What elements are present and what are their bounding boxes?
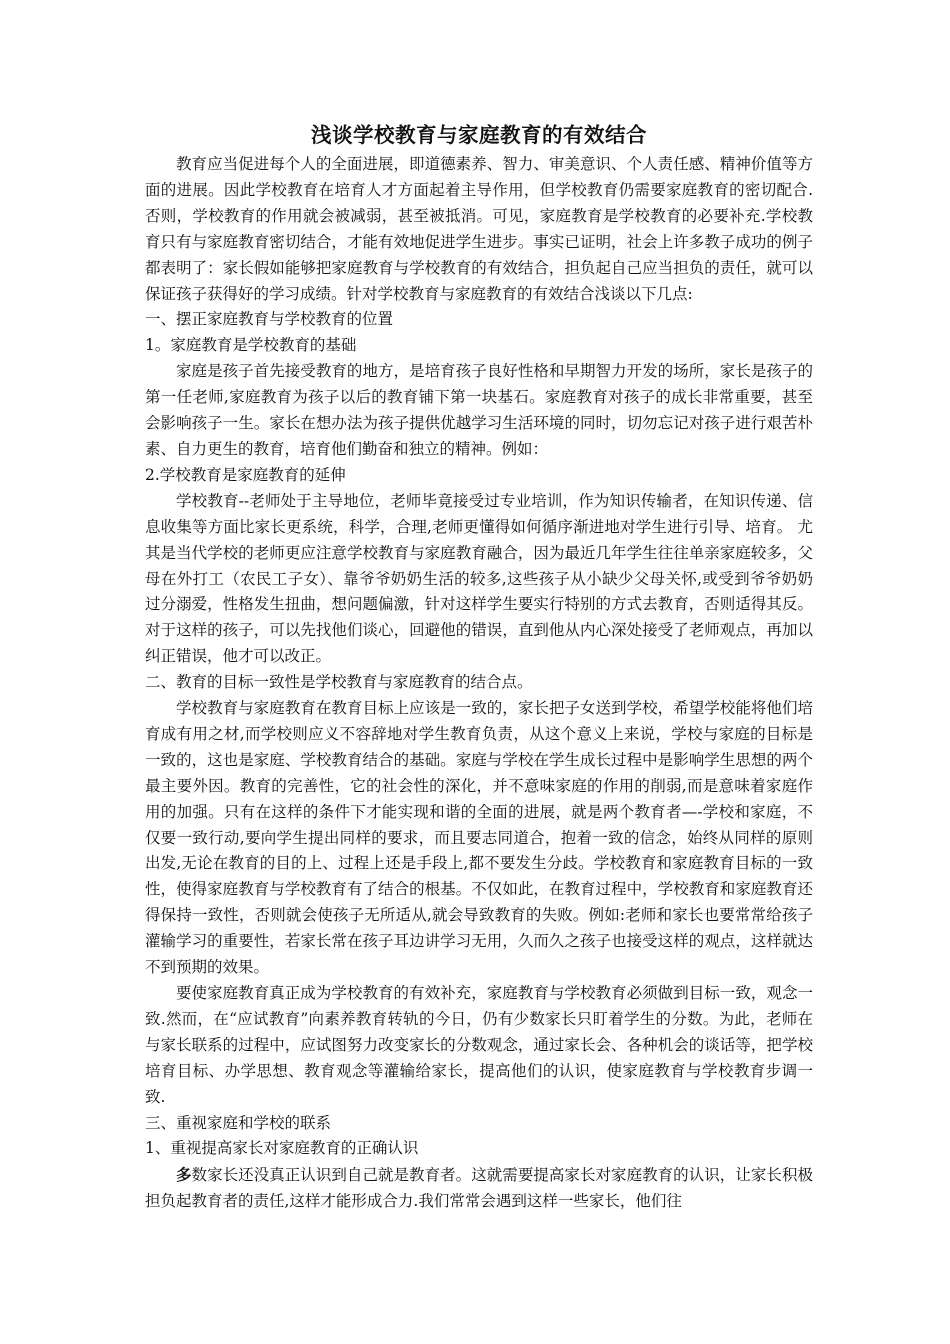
subsection-heading-3-1: 1、重视提高家长对家庭教育的正确认识 [145,1139,419,1158]
document-title: 浅谈学校教育与家庭教育的有效结合 [311,123,647,147]
paragraph-school-extension: 学校教育--老师处于主导地位，老师毕竟接受过专业培训，作为知识传输者，在知识传递、信息收集等方面比家长更系统，科学，合理,老师更懂得如何循序渐进地对学生进行引导、培育。 尤其是当代学校的老师更应注意学校教育与家庭教育融合，因为最近几年学生往往单亲家庭较多，父母在外打工（农民工子女）、靠爷爷奶奶生活的较多,这些孩子从小缺少父母关怀,或受到爷爷奶奶过分溺爱，性格发生扭曲，想问题偏激，针对这样学生要实行特别的方式去教育，否则适得其反。对于这样的孩子，可以先找他们谈心，回避他的错误，直到他从内心深处接受了老师观点，再加以纠正错误，他才可以改正。 [145,491,813,666]
subsection-heading-1-2: 2.学校教育是家庭教育的延伸 [145,465,346,484]
paragraph-goal-consistency: 学校教育与家庭教育在教育目标上应该是一致的，家长把子女送到学校，希望学校能将他们培育成有用之材,而学校则应义不容辞地对学生教育负责，从这个意义上来说，学校与家庭的目标是一致的，这也是家庭、学校教育结合的基础。家庭与学校在学生成长过程中是影响学生思想的两个最主要外因。教育的完善性，它的社会性的深化，并不意味家庭的作用的削弱,而是意味着家庭作用的加强。只有在这样的条件下才能实现和谐的全面的进展，就是两个教育者—-学校和家庭，不仅要一致行动,要向学生提出同样的要求，而且要志同道合，抱着一致的信念，始终从同样的原则出发,无论在教育的目的上、过程上还是手段上,都不要发生分歧。学校教育和家庭教育目标的一致性，使得家庭教育与学校教育有了结合的根基。不仅如此，在教育过程中，学校教育和家庭教育还得保持一致性，否则就会使孩子无所适从,就会导致教育的失败。例如:老师和家长也要常常给孩子灌输学习的重要性，若家长常在孩子耳边讲学习无用，久而久之孩子也接受这样的观点，这样就达不到预期的效果。 [145,699,813,977]
paragraph-family-foundation: 家庭是孩子首先接受教育的地方，是培育孩子良好性格和早期智力开发的场所，家长是孩子的第一任老师,家庭教育为孩子以后的教育铺下第一块基石。家庭教育对孩子的成长非常重要，甚至会影响孩子一生。家长在想办法为孩子提供优越学习生活环境的同时，切勿忘记对孩子进行艰苦朴素、自力更生的教育，培育他们勤奋和独立的精神。例如： [145,362,813,458]
paragraph-supplement: 要使家庭教育真正成为学校教育的有效补充，家庭教育与学校教育必须做到目标一致，观念一致.然而，在“应试教育”向素养教育转轨的今日，仍有少数家长只盯着学生的分数。为此，老师在与家长联系的过程中，应试图努力改变家长的分数观念，通过家长会、各种机会的谈话等，把学校培育目标、办学思想、教育观念等灌输给家长，提高他们的认识，使家庭教育与学校教育步调一致. [145,984,813,1106]
document-page [145,120,813,1215]
section-heading-3: 三、重视家庭和学校的联系 [145,1113,332,1132]
section-heading-1: 一、摆正家庭教育与学校教育的位置 [145,310,394,329]
subsection-heading-1-1: 1。家庭教育是学校教育的基础 [145,336,357,355]
section-heading-2: 二、教育的目标一致性是学校教育与家庭教育的结合点。 [145,673,533,692]
intro-paragraph: 教育应当促进每个人的全面进展，即道德素养、智力、审美意识、个人责任感、精神价值等方面的进展。因此学校教育在培育人才方面起着主导作用，但学校教育仍需要家庭教育的密切配合.否则，学校教育的作用就会被减弱，甚至被抵消。可见，家庭教育是学校教育的必要补充.学校教育只有与家庭教育密切结合，才能有效地促进学生进步。事实已证明，社会上许多教子成功的例子都表明了：家长假如能够把家庭教育与学校教育的有效结合，担负起自己应当担负的责任，就可以保证孩子获得好的学习成绩。针对学校教育与家庭教育的有效结合浅谈以下几点: [145,155,813,303]
paragraph-text: 数家长还没真正认识到自己就是教育者。这就需要提高家长对家庭教育的认识，让家长积极担负起教育者的责任,这样才能形成合力.我们常常会遇到这样一些家长，他们往 [145,1166,813,1211]
bold-first-char: 多 [176,1165,192,1185]
paragraph-parent-awareness [145,1162,813,1215]
